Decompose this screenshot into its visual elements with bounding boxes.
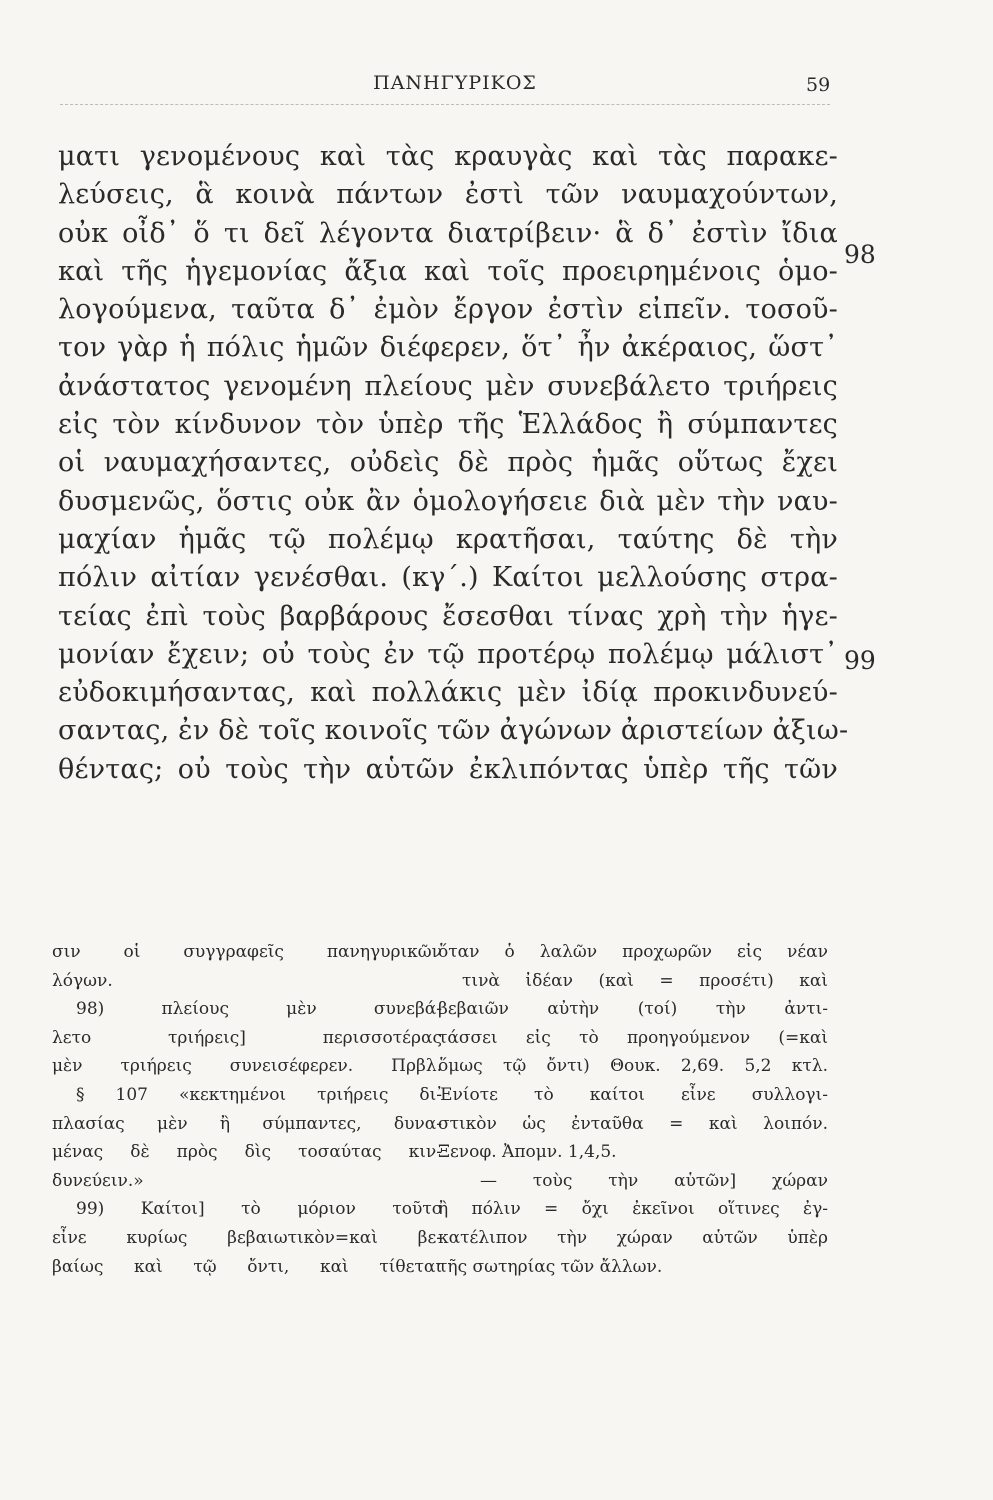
footnote-line: κατέλιπον τὴν χώραν αὑτῶν ὑπὲρ <box>438 1227 828 1248</box>
footnote-line: σιν οἱ συγγραφεῖς πανηγυρικῶν <box>52 942 442 962</box>
footnote-line: § 107 «κεκτημένοι τριήρεις δι- <box>76 1084 442 1105</box>
main-text-line: σαντας, ἐν δὲ τοῖς κοινοῖς τῶν ἀγώνων ἀριστείων ἀξιω- <box>58 715 849 747</box>
main-text-line: λογούμενα, ταῦτα δ᾽ ἐμὸν ἔργον ἐστὶν εἰπεῖν. τοσοῦ- <box>58 294 838 326</box>
section-number-99: 99 <box>844 646 876 675</box>
footnote-line: ὅταν ὁ λαλῶν προχωρῶν εἰς νέαν <box>438 942 828 962</box>
main-text-line: πόλιν αἰτίαν γενέσθαι. (κγ΄.) Καίτοι μελλούσης στρα- <box>58 562 838 594</box>
footnotes-right-column <box>438 938 828 1281</box>
header-rule <box>60 104 830 105</box>
main-text-line: ἀνάστατος γενομένη πλείους μὲν συνεβάλετο τριήρεις <box>58 370 838 402</box>
footnote-line: μὲν τριήρεις συνεισέφερεν. Πρβλ. <box>52 1056 442 1077</box>
footnote-line: 99) Καίτοι] τὸ μόριον τοῦτο <box>76 1199 442 1220</box>
main-text-line: οἱ ναυμαχήσαντες, οὐδεὶς δὲ πρὸς ἡμᾶς οὕτως ἔχει <box>58 447 838 479</box>
footnote-line: 98) πλείους μὲν συνεβά- <box>76 999 442 1020</box>
footnote-line: τῆς σωτηρίας τῶν ἄλλων. <box>438 1256 663 1277</box>
footnote-line: δυνεύειν.» <box>52 1170 144 1191</box>
main-text-line: θέντας; οὐ τοὺς τὴν αὑτῶν ἐκλιπόντας ὑπὲρ τῆς τῶν <box>58 753 838 785</box>
main-text-line: ματι γενομένους καὶ τὰς κραυγὰς καὶ τὰς παρακε- <box>58 141 838 172</box>
running-title: ΠΑΝΗΓΥΡΙΚΟΣ <box>373 72 537 94</box>
main-text-line: οὐκ οἶδ᾽ ὅ τι δεῖ λέγοντα διατρίβειν· ἃ δ᾽ ἐστὶν ἴδια <box>58 217 838 249</box>
footnote-line: Ξενοφ. Ἀπομν. 1,4,5. <box>438 1142 617 1163</box>
footnote-line: πλασίας μὲν ἢ σύμπαντες, δυνα- <box>52 1113 442 1134</box>
main-text <box>58 138 849 789</box>
footnote-line: τινὰ ἰδέαν (καὶ = προσέτι) καὶ <box>462 970 828 991</box>
footnote-line: βεβαιῶν αὐτὴν (τοί) τὴν ἀντι- <box>438 999 828 1020</box>
footnote-line: βαίως καὶ τῷ ὄντι, καὶ τίθεται <box>52 1256 442 1277</box>
main-text-line: καὶ τῆς ἡγεμονίας ἄξια καὶ τοῖς προειρημένοις ὁμο- <box>58 255 838 287</box>
main-text-line: τείας ἐπὶ τοὺς βαρβάρους ἔσεσθαι τίνας χρὴ τὴν ἡγε- <box>58 600 838 632</box>
footnote-line: — τοὺς τὴν αὑτῶν] χώραν <box>480 1170 828 1191</box>
main-text-line: τον γὰρ ἡ πόλις ἡμῶν διέφερεν, ὅτ᾽ ἦν ἀκέραιος, ὥστ᾽ <box>58 332 838 364</box>
footnote-line: Ἐνίοτε τὸ καίτοι εἶνε συλλογι- <box>438 1084 828 1105</box>
footnote-line: λόγων. <box>52 970 113 991</box>
footnotes-left-column <box>52 938 442 1281</box>
footnote-line: λετο τριήρεις] περισσοτέρας <box>52 1027 442 1048</box>
main-text-line: μαχίαν ἡμᾶς τῷ πολέμῳ κρατῆσαι, ταύτης δὲ τὴν <box>58 523 838 555</box>
footnote-line: ὅμως τῷ ὄντι) Θουκ. 2,69. 5,2 κτλ. <box>438 1056 828 1077</box>
page-number: 59 <box>806 74 831 96</box>
main-text-line: λεύσεις, ἃ κοινὰ πάντων ἐστὶ τῶν ναυμαχούντων, <box>58 179 838 211</box>
footnote-line: μένας δὲ πρὸς δὶς τοσαύτας κιν- <box>52 1142 442 1163</box>
footnote-line: τάσσει εἰς τὸ προηγούμενον (=καὶ <box>438 1027 828 1048</box>
section-number-98: 98 <box>844 240 876 269</box>
footnote-line: εἶνε κυρίως βεβαιωτικὸν=καὶ βε- <box>52 1227 442 1248</box>
footnote-line: ἢ πόλιν = ὄχι ἐκεῖνοι οἵτινες ἐγ- <box>438 1199 828 1220</box>
main-text-line: εἰς τὸν κίνδυνον τὸν ὑπὲρ τῆς Ἑλλάδος ἢ σύμπαντες <box>58 409 838 441</box>
main-text-line: δυσμενῶς, ὅστις οὐκ ἂν ὁμολογήσειε διὰ μὲν τὴν ναυ- <box>58 485 838 517</box>
main-text-line: εὐδοκιμήσαντας, καὶ πολλάκις μὲν ἰδίᾳ προκινδυνεύ- <box>58 677 838 709</box>
main-text-line: μονίαν ἔχειν; οὐ τοὺς ἐν τῷ προτέρῳ πολέμῳ μάλιστ᾽ <box>58 638 838 670</box>
footnote-line: στικὸν ὡς ἐνταῦθα = καὶ λοιπόν. <box>438 1113 828 1134</box>
